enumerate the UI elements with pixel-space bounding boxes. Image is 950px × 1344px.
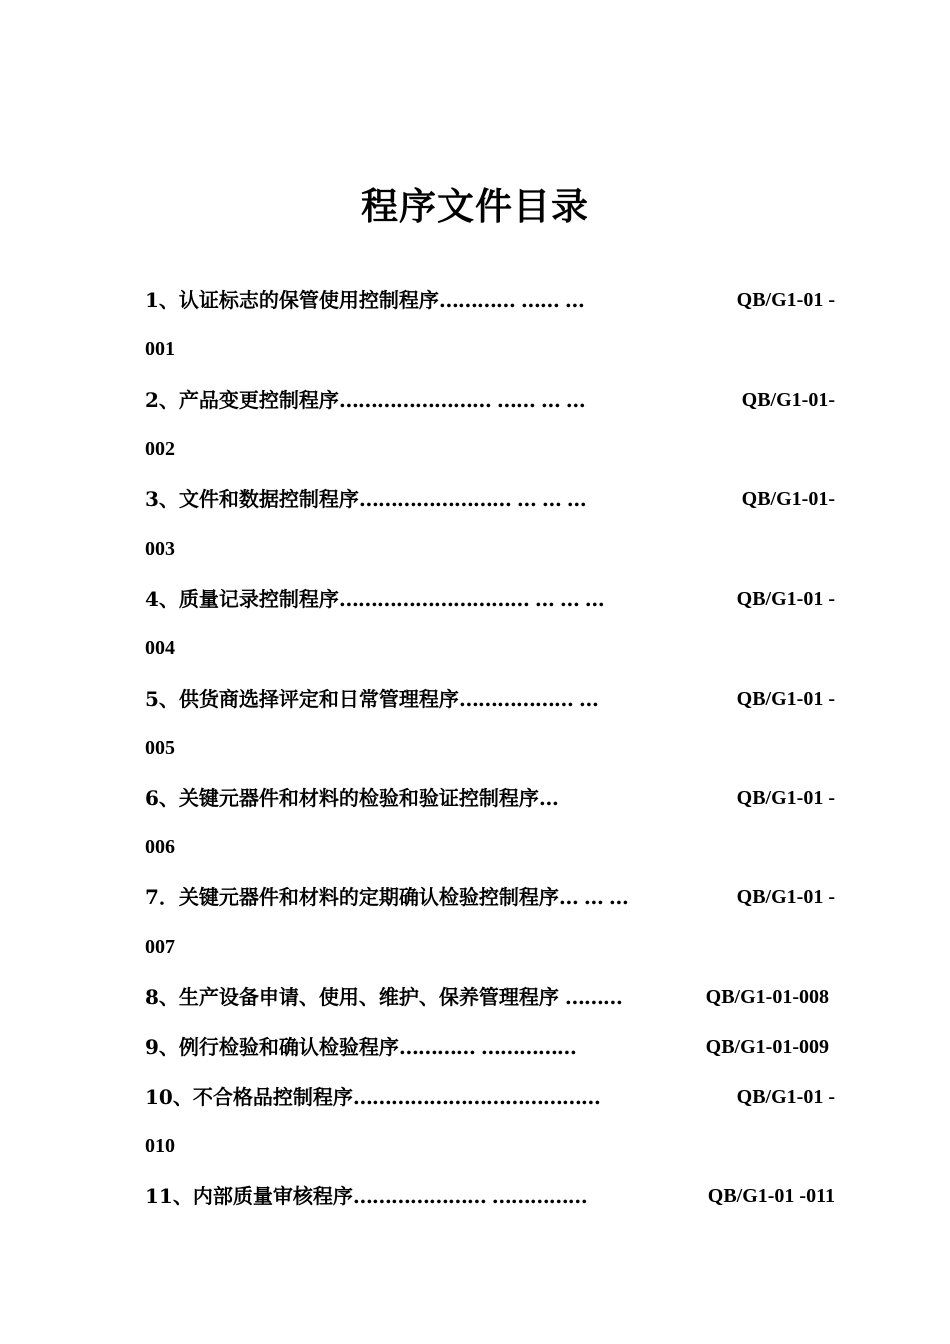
toc-entry-7 <box>145 882 835 912</box>
toc-entry-3 <box>145 484 835 514</box>
toc-entry-code-continuation: 005 <box>145 737 175 759</box>
toc-entry-title: 7．关键元器件和材料的定期确认检验控制程序… … … <box>145 885 628 909</box>
toc-entry-code: QB/G1-01 - <box>736 1086 835 1108</box>
toc-entry-code: QB/G1-01 -011 <box>707 1185 835 1207</box>
toc-entry-code: QB/G1-01- <box>741 389 835 411</box>
toc-entry-title: 6、关键元器件和材料的检验和验证控制程序… <box>145 786 558 810</box>
toc-entry-title: 3、文件和数据控制程序…………………… … … … <box>145 487 586 511</box>
page-title: 程序文件目录 <box>361 185 589 228</box>
toc-entry-code-continuation: 002 <box>145 438 175 460</box>
toc-entry-code: QB/G1-01 - <box>736 787 835 809</box>
toc-entry-code-continuation: 010 <box>145 1135 175 1157</box>
toc-entry-title: 11、内部质量审核程序………………… …………… <box>145 1184 587 1208</box>
toc-entry-code: QB/G1-01- <box>741 488 835 510</box>
toc-entry-code-continuation: 004 <box>145 637 175 659</box>
toc-entry-code-continuation: 007 <box>145 936 175 958</box>
toc-entry-title: 4、质量记录控制程序………………………… … … … <box>145 587 604 611</box>
toc-entry-title: 8、生产设备申请、使用、维护、保养管理程序 ……… <box>145 985 622 1009</box>
toc-entry-code-continuation: 001 <box>145 338 175 360</box>
toc-entry-title: 9、例行检验和确认检验程序………… …………… <box>145 1035 576 1059</box>
toc-entry-title: 10、不合格品控制程序………………………………… <box>145 1085 600 1109</box>
toc-entry-title: 1、认证标志的保管使用控制程序………… …… … <box>145 288 584 312</box>
toc-entry-10 <box>145 1082 835 1112</box>
toc-entry-code: QB/G1-01-008 <box>705 986 829 1008</box>
toc-entry-title: 5、供货商选择评定和日常管理程序……………… … <box>145 687 598 711</box>
toc-entry-code: QB/G1-01-009 <box>705 1036 829 1058</box>
toc-entry-code: QB/G1-01 - <box>736 588 835 610</box>
toc-entry-4 <box>145 584 835 614</box>
toc-entry-title: 2、产品变更控制程序…………………… …… … … <box>145 388 585 412</box>
toc-entry-code: QB/G1-01 - <box>736 289 835 311</box>
toc-entry-code: QB/G1-01 - <box>736 886 835 908</box>
toc-entry-8 <box>145 982 835 1012</box>
toc-entry-code-continuation: 006 <box>145 836 175 858</box>
toc-entry-11 <box>145 1181 835 1211</box>
toc-entry-6 <box>145 783 835 813</box>
toc-entry-code: QB/G1-01 - <box>736 688 835 710</box>
toc-entry-9 <box>145 1032 835 1062</box>
toc-entry-code-continuation: 003 <box>145 538 175 560</box>
toc-entry-2 <box>145 385 835 415</box>
toc-entry-5 <box>145 684 835 714</box>
toc-entry-1 <box>145 285 835 315</box>
